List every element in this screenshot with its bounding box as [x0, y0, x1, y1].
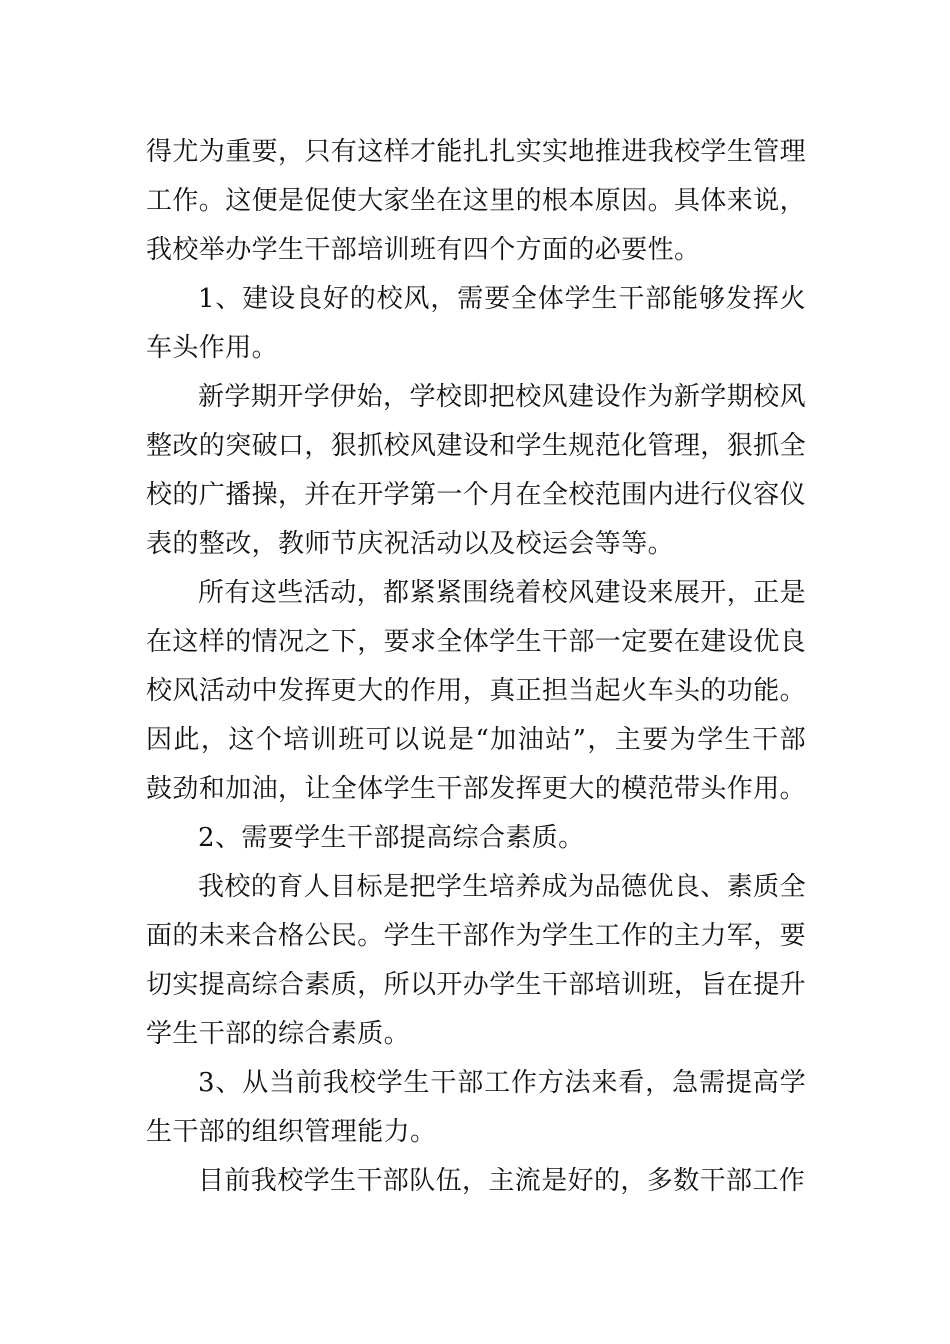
paragraph-4: 所有这些活动，都紧紧围绕着校风建设来展开，正是在这样的情况之下，要求全体学生干部一定要在建设优良校风活动中发挥更大的作用，真正担当起火车头的功能。因此，这个培训班可以说是“加油站”，主要为学生干部鼓劲和加油，让全体学生干部发挥更大的模范带头作用。 [146, 578, 807, 804]
paragraph-7: 3、从当前我校学生干部工作方法来看，急需提高学生干部的组织管理能力。 [146, 1068, 806, 1147]
paragraph-3: 新学期开学伊始，学校即把校风建设作为新学期校风整改的突破口，狠抓校风建设和学生规范化管理，狠抓全校的广播操，并在开学第一个月在全校范围内进行仪容仪表的整改，教师节庆祝活动以及校运会等等。 [146, 382, 807, 559]
paragraph-6: 我校的育人目标是把学生培养成为品德优良、素质全面的未来合格公民。学生干部作为学生工作的主力军，要切实提高综合素质，所以开办学生干部培训班，旨在提升学生干部的综合素质。 [146, 872, 807, 1049]
document-body [146, 128, 806, 1206]
paragraph-8: 目前我校学生干部队伍，主流是好的，多数干部工作 [198, 1166, 806, 1196]
paragraph-1: 得尤为重要，只有这样才能扎扎实实地推进我校学生管理工作。这便是促使大家坐在这里的根本原因。具体来说，我校举办学生干部培训班有四个方面的必要性。 [146, 137, 807, 265]
paragraph-2: 1、建设良好的校风，需要全体学生干部能够发挥火车头作用。 [146, 284, 806, 363]
paragraph-5: 2、需要学生干部提高综合素质。 [198, 823, 585, 853]
